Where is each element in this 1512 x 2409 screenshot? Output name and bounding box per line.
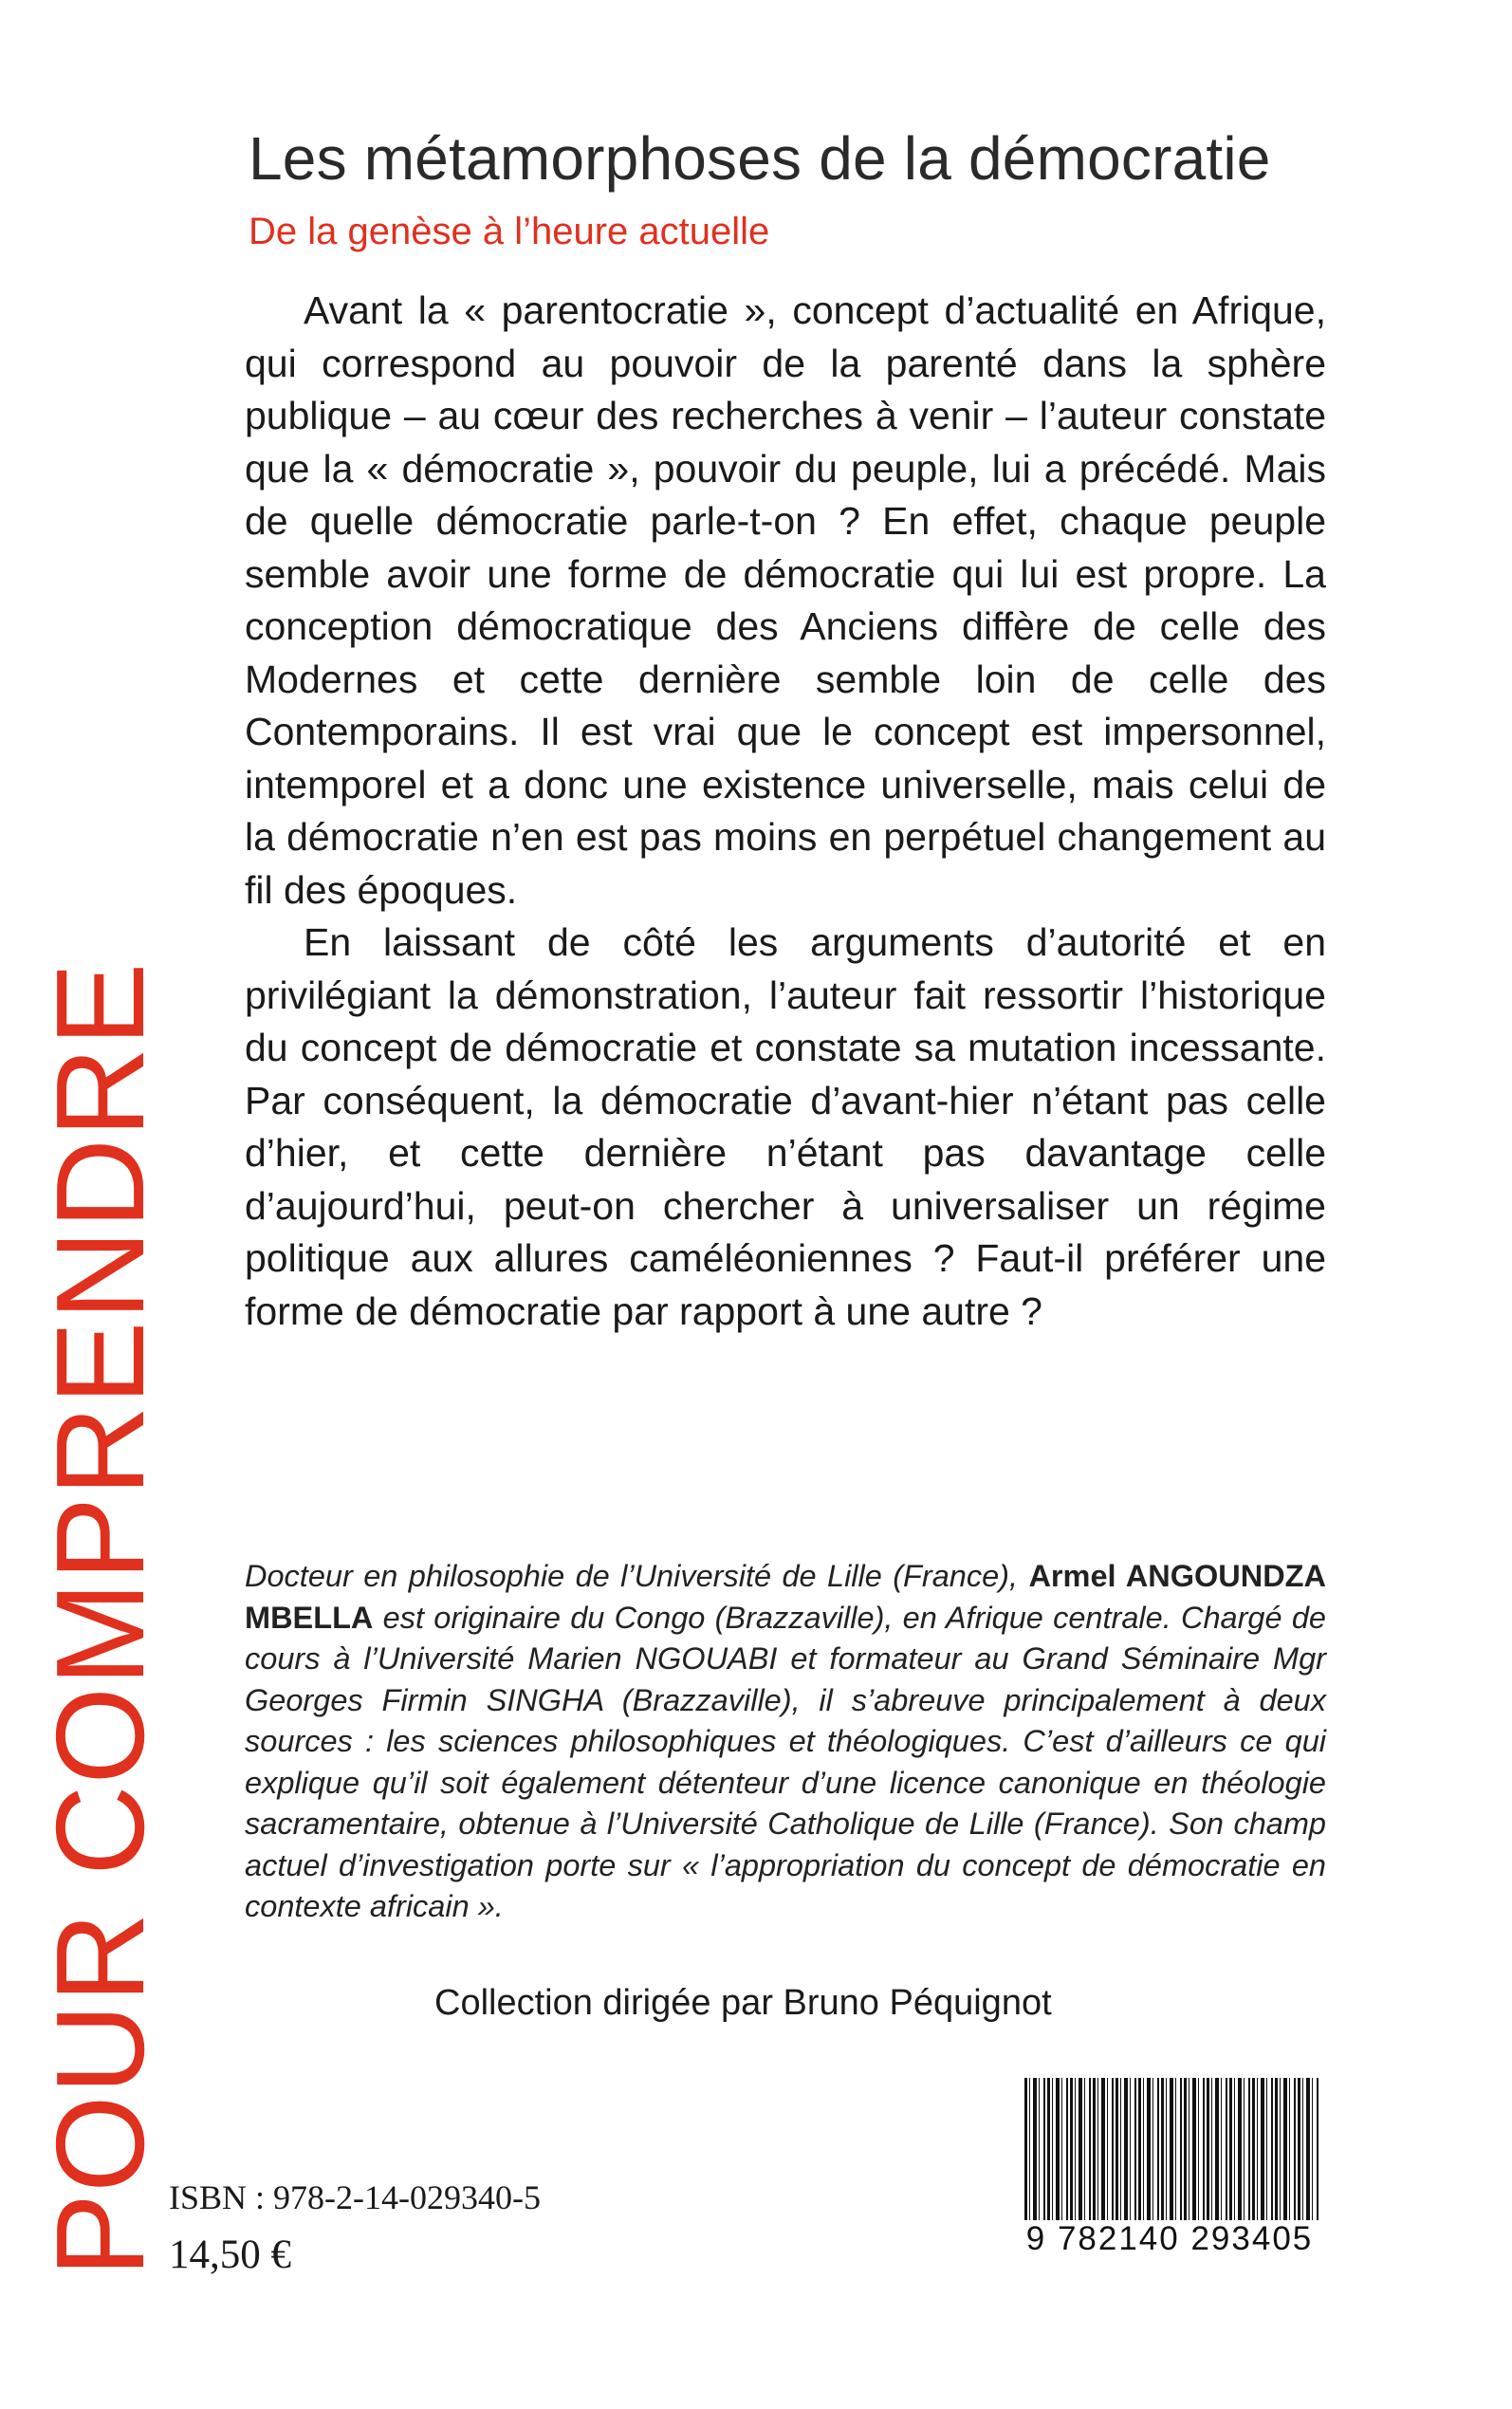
book-summary bbox=[245, 285, 1326, 1338]
summary-paragraph: En laissant de côté les arguments d’autorité et en privilégiant la démonstration, l’auteur fait ressortir l’historique du concept de démocratie et constate sa mutation incessante. Par conséquent, la démocratie d’avant-hier n’étant pas celle d’hier, et cette dernière n’étant pas davantage celle d’aujourd’hui, peut-on chercher à universaliser un régime politique aux allures caméléoniennes ? Faut-il préférer une forme de démocratie par rapport à une autre ? bbox=[245, 920, 1326, 1333]
author-name: Armel ANGOUNDZA MBELLA bbox=[245, 1559, 1326, 1635]
series-label: POUR COMPRENDRE bbox=[30, 961, 170, 2277]
barcode bbox=[1013, 2078, 1326, 2277]
bio-rest: est originaire du Congo (Brazzaville), en Afrique centrale. Chargé de cours à l’Université Marien NGOUABI et formateur au Grand Séminaire Mgr Georges Firmin SINGHA (Brazzaville), il s’abreuve principalement à deux sources : les sciences philosophiques et théologiques. C’est d’ailleurs ce qui explique qu’il soit également détenteur d’une licence canonique en théologie sacramentaire, obtenue à l’Université Catholique de Lille (France). Son champ actuel d’investigation porte sur « l’appropriation du concept de démocratie en contexte africain ». bbox=[245, 1600, 1326, 1923]
barcode-digits: 9 782140 293405 bbox=[1025, 2220, 1314, 2257]
isbn: ISBN : 978-2-14-029340-5 bbox=[169, 2178, 541, 2216]
price: 14,50 € bbox=[169, 2233, 291, 2277]
author-bio-text bbox=[245, 1556, 1326, 1928]
book-subtitle: De la genèse à l’heure actuelle bbox=[249, 211, 770, 252]
author-bio bbox=[245, 1556, 1326, 1928]
bio-intro: Docteur en philosophie de l’Université de Lille (France), bbox=[245, 1559, 1029, 1593]
summary-paragraph: Avant la « parentocratie », concept d’actualité en Afrique, qui correspond au pouvoir de la parenté dans la sphère publique – au cœur des recherches à venir – l’auteur constate que la « démocratie », pouvoir du peuple, lui a précédé. Mais de quelle démocratie parle-t-on ? En effet, chaque peuple semble avoir une forme de démocratie qui lui est propre. La conception démocratique des Anciens diffère de celle des Modernes et cette dernière semble loin de celle des Contemporains. Il est vrai que le concept est impersonnel, intemporel et a donc une existence universelle, mais celui de la démocratie n’en est pas moins en perpétuel changement au fil des époques. bbox=[245, 288, 1326, 912]
book-title: Les métamorphoses de la démocratie bbox=[249, 124, 1271, 193]
barcode-bars bbox=[1024, 2078, 1318, 2220]
collection-credit: Collection dirigée par Bruno Péquignot bbox=[434, 1983, 1052, 2023]
